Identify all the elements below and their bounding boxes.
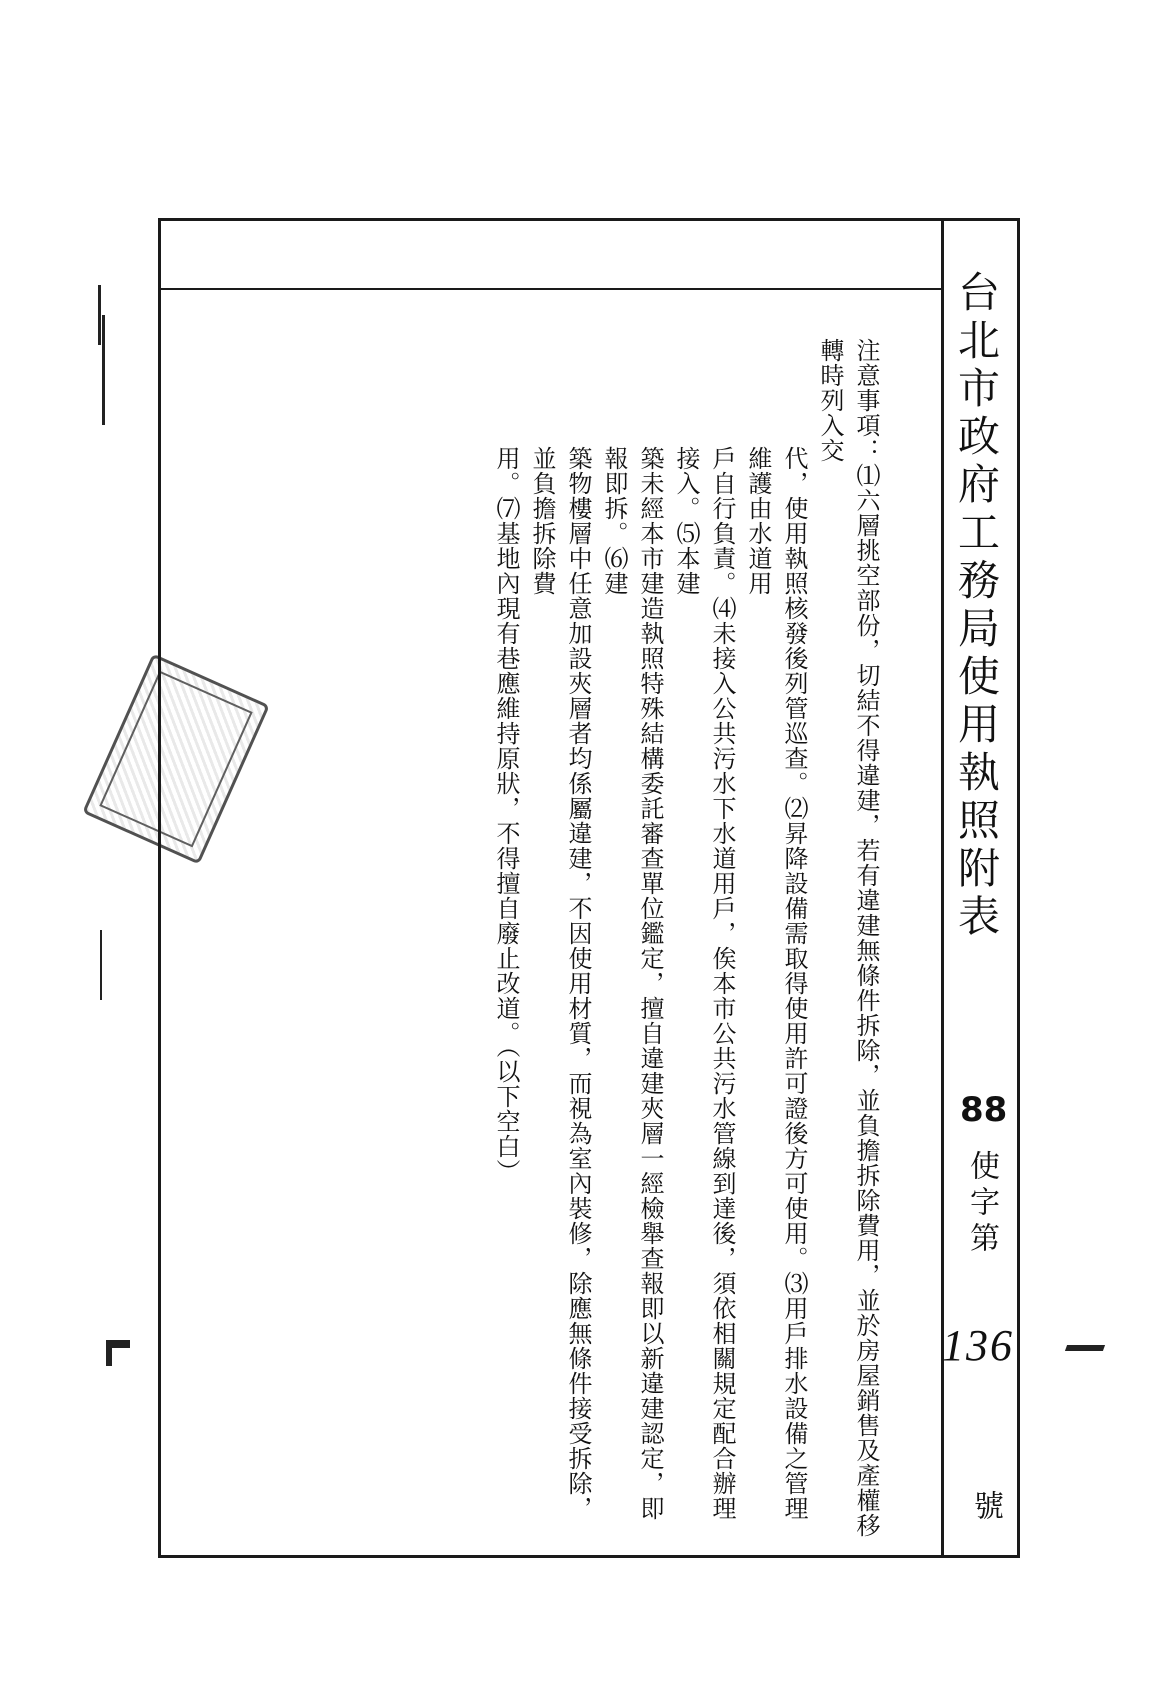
notes-column: 代，使用執照核發後列管巡查。⑵昇降設備需取得使用許可證後方可使用。⑶用戶排水設備之管理維護由水道用 — [744, 446, 808, 1521]
document-title: 台北市政府工務局使用執照附表 — [952, 270, 1001, 942]
binding-mark — [98, 285, 101, 345]
binding-mark — [102, 315, 105, 425]
permit-number: 136 — [942, 1321, 1014, 1370]
margin-mark — [106, 1340, 130, 1348]
notes-column: 注意事項：⑴六層挑空部份，切結不得違建，若有違建無條件拆除，並負擔拆除費用，並於房屋銷售及產權移轉時列入交 — [816, 338, 880, 1538]
permit-word: 使字第 — [964, 1150, 999, 1258]
notes-column: 戶自行負責。⑷未接入公共污水下水道用戶，俟本市公共污水管線到達後，須依相關規定配合辦理接入。⑸本建 — [672, 446, 736, 1521]
notes-column: 築未經本市建造執照特殊結構委託審查單位鑑定，擅自違建夾層一經檢舉查報即以新違建認定，即報即拆。⑹建 — [600, 446, 664, 1521]
notes-column: 築物樓層中任意加設夾層者均係屬違建，不因使用材質，而視為室內裝修，除應無條件接受拆除，並負擔拆除費 — [528, 446, 592, 1521]
header-rule — [158, 288, 943, 290]
notes-body — [488, 338, 884, 1538]
permit-year: 88 — [960, 1090, 1008, 1130]
margin-mark — [1065, 1345, 1105, 1351]
binding-mark — [100, 930, 102, 1000]
permit-suffix: 號 — [968, 1490, 1003, 1520]
notes-column: 用。⑺基地內現有巷應維持原狀，不得擅自廢止改道。（以下空白） — [492, 446, 520, 1184]
